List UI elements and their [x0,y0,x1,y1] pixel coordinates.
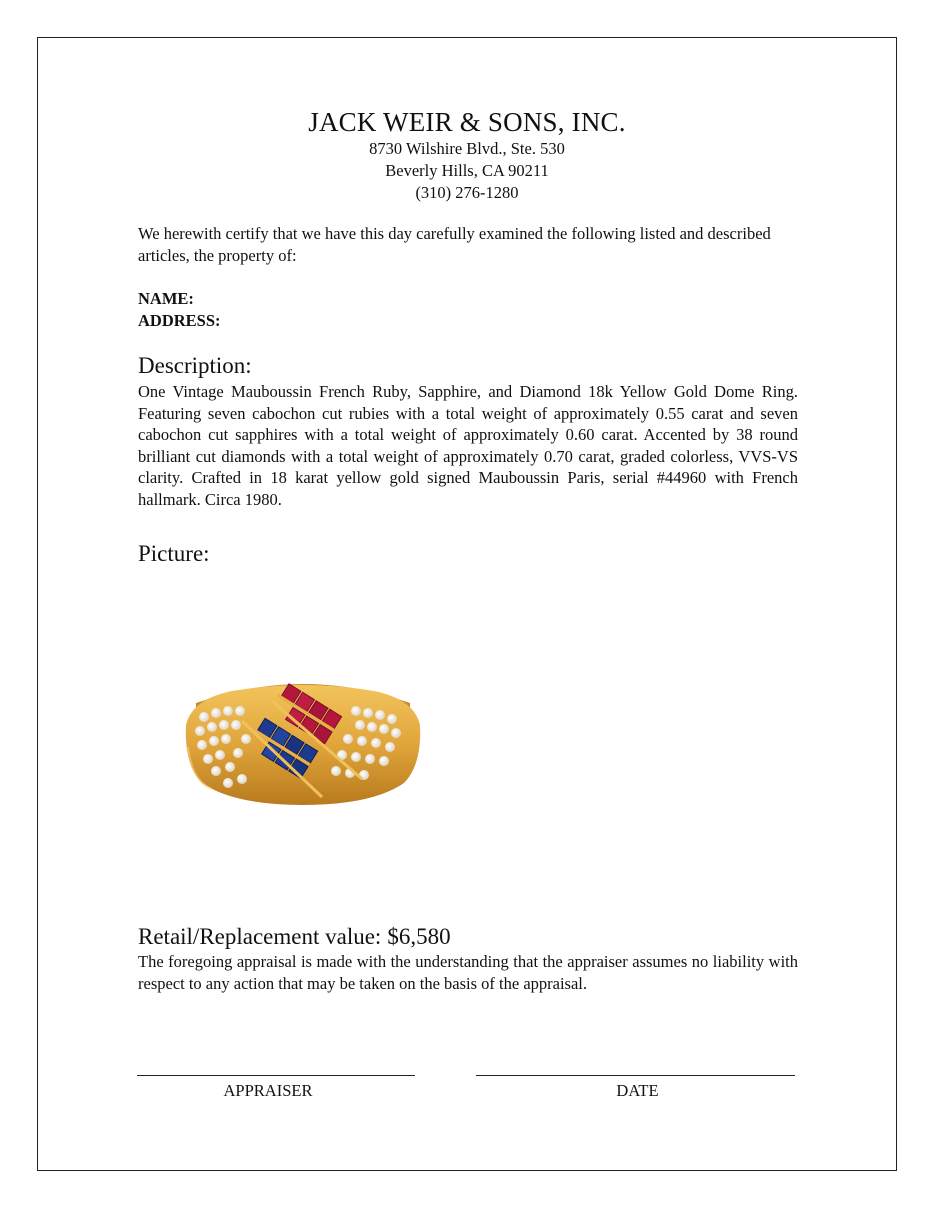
company-name: JACK WEIR & SONS, INC. [308,107,626,137]
ring-photo [172,655,434,815]
date-label: DATE [616,1081,659,1100]
certify-statement: We herewith certify that we have this day carefully examined the following listed and described articles, the property of: [138,224,771,265]
retail-value-label: Retail/Replacement value: [138,924,382,949]
ring-image-icon [172,655,434,815]
company-address-line1: 8730 Wilshire Blvd., Ste. 530 [369,139,565,158]
appraiser-label: APPRAISER [223,1081,313,1100]
date-signature-line [476,1075,795,1076]
appraisal-disclaimer: The foregoing appraisal is made with the understanding that the appraiser assumes no liability with respect to any action that may be taken on the basis of the appraisal. [138,952,798,993]
description-body: One Vintage Mauboussin French Ruby, Sapphire, and Diamond 18k Yellow Gold Dome Ring. Featuring seven cabochon cut rubies with a total weight of approximately 0.55 carat and seven cabochon cut sapphires with a total weight of approximately 0.60 carat. Accented by 38 round brilliant cut diamonds with a total weight of approximately 0.70 carat, graded colorless, VVS-VS clarity. Crafted in 18 karat yellow gold signed Mauboussin Paris, serial #44960 with French hallmark. Circa 1980. [138,382,798,509]
owner-fields [138,288,798,331]
description-heading: Description: [138,353,252,378]
name-label: NAME: [138,289,194,308]
certificate-border [37,37,897,1171]
company-header [0,106,934,204]
appraiser-signature-line [137,1075,415,1076]
picture-heading: Picture: [138,541,210,566]
address-label: ADDRESS: [138,310,221,330]
retail-value-heading [138,923,451,951]
company-address-line2: Beverly Hills, CA 90211 [385,161,549,180]
company-phone: (310) 276-1280 [415,183,519,202]
retail-value-amount: $6,580 [387,924,451,949]
